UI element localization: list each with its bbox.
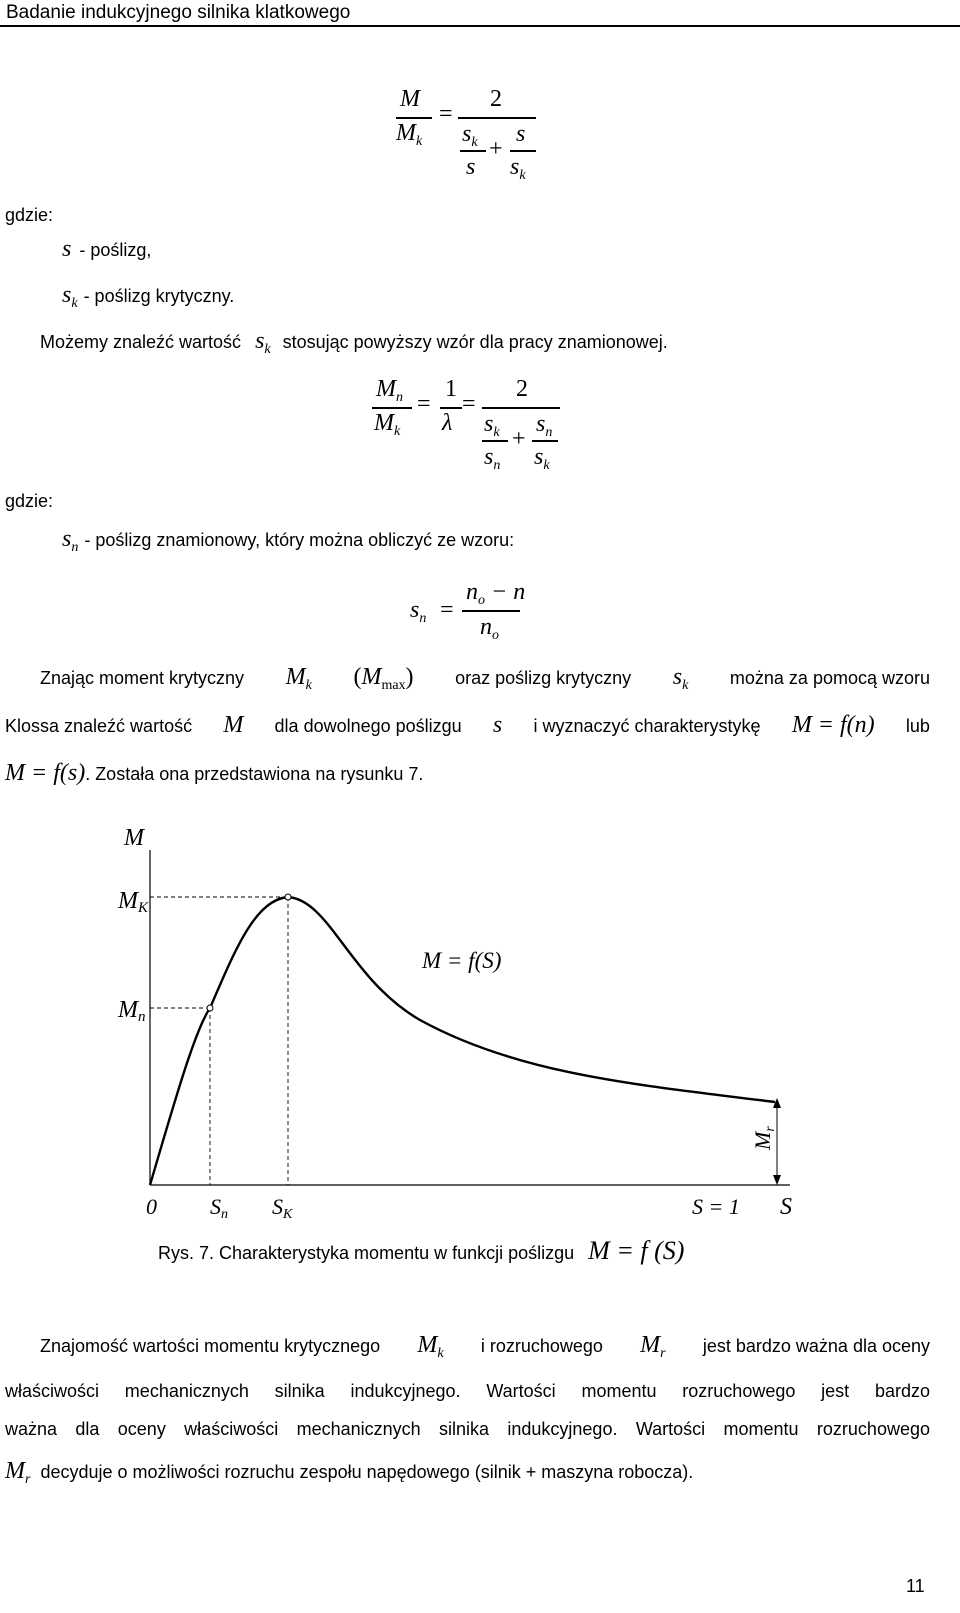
mn-label: Mn [118, 997, 146, 1025]
header-rule [0, 25, 960, 27]
paragraph-3-line-2: właściwości mechanicznych silnika indukcyjnego. Wartości momentu rozruchowego jest bardzo [5, 1381, 930, 1401]
eq3-bar [462, 610, 520, 612]
paragraph-find-sk: Możemy znaleźć wartość sk stosując powyższy wzór dla pracy znamionowej. [40, 328, 668, 357]
eq3-num: $n_o - n$ [466, 579, 526, 608]
tick-s1: S = 1 [692, 1194, 740, 1219]
tick-sk: SK [272, 1194, 293, 1222]
torque-curve [150, 897, 775, 1185]
eq2-t1-bar [482, 440, 508, 442]
eq1-term2-den: $s_k$ [510, 154, 526, 183]
x-axis-label: S [780, 1194, 792, 1220]
page-number: 11 [906, 1576, 925, 1596]
eq1-rhs-fraction-bar [458, 117, 536, 119]
mk-label: MK [118, 888, 149, 916]
tick-sn: Sn [210, 1194, 228, 1222]
eq1-term2-bar [510, 150, 536, 152]
where-label-1: gdzie: [5, 205, 54, 225]
eq1-equals: = [439, 101, 453, 127]
eq2-t2-num: $s_n$ [536, 411, 553, 440]
definition-s: s - poślizg, [62, 236, 152, 262]
figure-caption: Rys. 7. Charakterystyka momentu w funkcji poślizgu M = f (S) [158, 1236, 685, 1265]
eq2-mid-den: λ [442, 410, 453, 436]
critical-point-marker [285, 894, 291, 900]
rated-point-marker [207, 1005, 213, 1011]
definition-sn: sn - poślizg znamionowy, który można obliczyć ze wzoru: [62, 526, 515, 555]
eq2-t2-bar [532, 440, 558, 442]
eq3-den: $n_o$ [480, 614, 499, 643]
where-label-2: gdzie: [5, 491, 54, 511]
curve-label: M = f(S) [422, 948, 502, 973]
eq2-t1-den: $s_n$ [484, 444, 501, 473]
eq1-plus: + [489, 136, 503, 162]
eq1-term2-num: s [516, 121, 526, 147]
paragraph-2-line-3: M = f(s). Została ona przedstawiona na rysunku 7. [5, 760, 424, 786]
svg-text:Mr: Mr [750, 1126, 778, 1150]
eq2-plus: + [512, 426, 526, 452]
tick-zero: 0 [146, 1194, 157, 1219]
eq2-equals-2: = [462, 391, 476, 417]
eq1-lhs-num: M [400, 86, 420, 112]
mr-label [750, 1126, 778, 1151]
eq2-mid-num: 1 [445, 376, 457, 402]
eq2-t1-num: $s_k$ [484, 411, 500, 440]
eq2-lhs-num: $M_n$ [376, 376, 403, 405]
mr-arrow-head-down [773, 1175, 781, 1185]
paragraph-3-line-3: ważna dla oceny właściwości mechanicznych silnika indukcyjnego. Wartości momentu rozruchowego [5, 1419, 930, 1439]
eq2-equals-1: = [417, 391, 431, 417]
paragraph-3-line-4: Mr decyduje o możliwości rozruchu zespołu napędowego (silnik + maszyna robocza). [5, 1458, 694, 1487]
eq1-lhs-den: $M_k$ [396, 120, 423, 149]
figure-7-torque-slip-chart [0, 800, 960, 1280]
eq1-term1-bar [460, 150, 486, 152]
page-header-title: Badanie indukcyjnego silnika klatkowego [6, 2, 351, 23]
eq2-rhs-bar [482, 407, 560, 409]
eq1-term1-num: $s_k$ [462, 121, 478, 150]
eq2-mid-bar [440, 407, 462, 409]
eq1-term1-den: s [466, 154, 476, 180]
y-axis-label: M [124, 825, 144, 851]
eq3-lhs: $s_n$ [410, 597, 427, 626]
eq2-lhs-bar [372, 407, 412, 409]
paragraph-2-line-1: Znając moment krytyczny Mk (Mmax) oraz poślizg krytyczny sk można za pomocą wzoru [40, 664, 930, 693]
eq2-t2-den: $s_k$ [534, 444, 550, 473]
paragraph-2-line-2: Klossa znaleźć wartość M dla dowolnego poślizgu s i wyznaczyć charakterystykę M = f(n) lub [5, 712, 930, 738]
eq3-equals: = [440, 597, 454, 623]
eq1-lhs-fraction-bar [396, 117, 432, 119]
paragraph-3-line-1: Znajomość wartości momentu krytycznego Mk i rozruchowego Mr jest bardzo ważna dla oceny [40, 1332, 930, 1361]
eq1-rhs-num: 2 [490, 86, 502, 112]
eq2-rhs-num: 2 [516, 376, 528, 402]
definition-sk: sk - poślizg krytyczny. [62, 282, 235, 311]
eq2-lhs-den: $M_k$ [374, 410, 401, 439]
